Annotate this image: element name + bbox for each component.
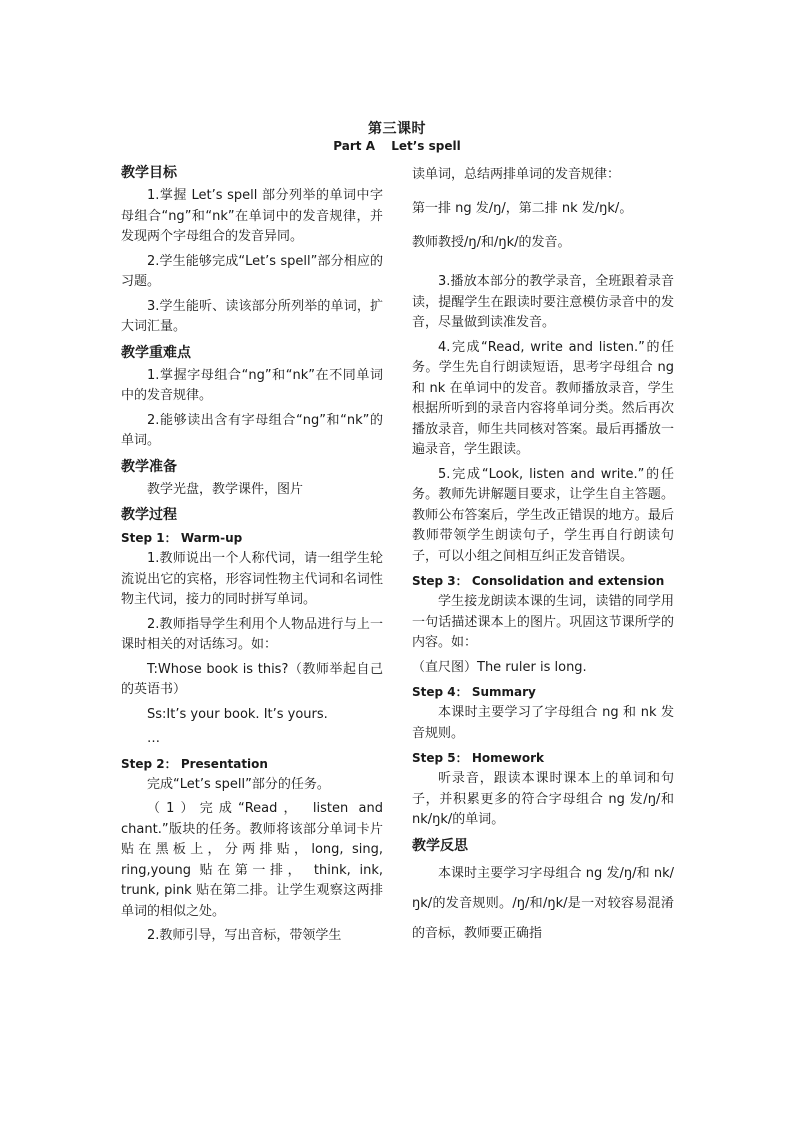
step-1-dialog-ss: Ss:It’s your book. It’s yours.: [147, 706, 328, 722]
goal-1: 1.掌握 Let’s spell 部分列举的单词中字母组合“ng”和“nk”在单词中的发音规律，并发现两个字母组合的发音异同。: [121, 188, 383, 244]
key-point-1: 1.掌握字母组合“ng”和“nk”在不同单词中的发音规律。: [121, 367, 383, 403]
step-3-para: 学生接龙朗读本课的生词，读错的同学用一句话描述课本上的图片。巩固这节课所学的内容。如：: [412, 594, 674, 650]
page-title: 第三课时: [368, 121, 426, 137]
step-1-heading: Step 1： Warm-up: [121, 531, 243, 545]
step-2-para-1: （1）完成“Read， listen and chant.”版块的任务。教师将该部分单词卡片贴在黑板上，分两排贴，long, sing, ring,young 贴在第一排， think, ink, trunk, pink 贴在第二排。让学生观察这两排单词的相似之处。: [121, 801, 383, 919]
goal-2: 2.学生能够完成“Let’s spell”部分相应的习题。: [121, 253, 383, 289]
preparation-text: 教学光盘，教学课件，图片: [147, 481, 304, 497]
step-3-heading: Step 3： Consolidation and extension: [412, 574, 665, 588]
step-4-heading: Step 4： Summary: [412, 685, 536, 699]
step-5-heading: Step 5： Homework: [412, 751, 544, 765]
heading-process: 教学过程: [121, 507, 177, 523]
heading-reflection: 教学反思: [412, 837, 468, 854]
step-4-para: 本课时主要学习了字母组合 ng 和 nk 发音规则。: [412, 705, 674, 741]
key-point-2: 2.能够读出含有字母组合“ng”和“nk”的单词。: [121, 412, 383, 448]
step-2-para-4: 4.完成“Read, write and listen.”的任务。学生先自行朗读短语，思考字母组合 ng 和 nk 在单词中的发音。教师播放录音，学生根据所听到的录音内容将单词分类。然后再次播放录音，师生共同核对答案。最后再播放一遍录音，学生跟读。: [412, 339, 674, 457]
step-5-para: 听录音，跟读本课时课本上的单词和句子，并积累更多的符合字母组合 ng 发/ŋ/和 nk/ŋk/的单词。: [412, 771, 674, 827]
heading-key-points: 教学重难点: [121, 344, 191, 361]
subtitle-part: Part A: [333, 139, 375, 153]
reflection-text: 本课时主要学习字母组合 ng 发/ŋ/和 nk/ŋk/的发音规则。/ŋ/和/ŋk/是一对较容易混淆的音标，教师要正确指: [412, 865, 674, 941]
rule-rows: 第一排 ng 发/ŋ/，第二排 nk 发/ŋk/。: [412, 201, 633, 216]
step-2-intro: 完成“Let’s spell”部分的任务。: [147, 776, 330, 792]
step-1-para-2: 2.教师指导学生利用个人物品进行与上一课时相关的对话练习。如：: [121, 616, 383, 652]
left-column: [121, 160, 383, 951]
rule-summary: 读单词，总结两排单词的发音规律：: [412, 167, 621, 182]
step-2-para-5: 5.完成“Look, listen and write.”的任务。教师先讲解题目要求，让学生自主答题。教师公布答案后，学生改正错误的地方。最后教师带领学生朗读句子，学生再自行朗读句子，可以小组之间相互纠正发音错误。: [412, 466, 674, 564]
step-3-example: （直尺图）The ruler is long.: [412, 659, 587, 675]
heading-preparation: 教学准备: [121, 458, 177, 475]
right-column: [412, 160, 674, 953]
step-2-para-2: 2.教师引导，写出音标，带领学生: [147, 928, 342, 943]
step-1-para-1: 1.教师说出一个人称代词，请一组学生轮流说出它的宾格，形容词性物主代词和名词性物主代词，接力的同时拼写单词。: [121, 551, 383, 607]
step-1-dialog-t: T:Whose book is this?（教师举起自己的英语书）: [121, 661, 383, 697]
goal-3: 3.学生能听、读该部分所列举的单词，扩大词汇量。: [121, 298, 383, 334]
rule-teach: 教师教授/ŋ/和/ŋk/的发音。: [412, 235, 571, 250]
page-subtitle: [0, 139, 794, 153]
heading-goals: 教学目标: [121, 165, 177, 181]
step-2-para-3: 3.播放本部分的教学录音，全班跟着录音读，提醒学生在跟读时要注意模仿录音中的发音，尽量做到读准发音。: [412, 274, 674, 330]
step-1-ellipsis: …: [147, 731, 160, 746]
subtitle-name: Let’s spell: [391, 139, 461, 153]
step-2-heading: Step 2： Presentation: [121, 756, 268, 771]
